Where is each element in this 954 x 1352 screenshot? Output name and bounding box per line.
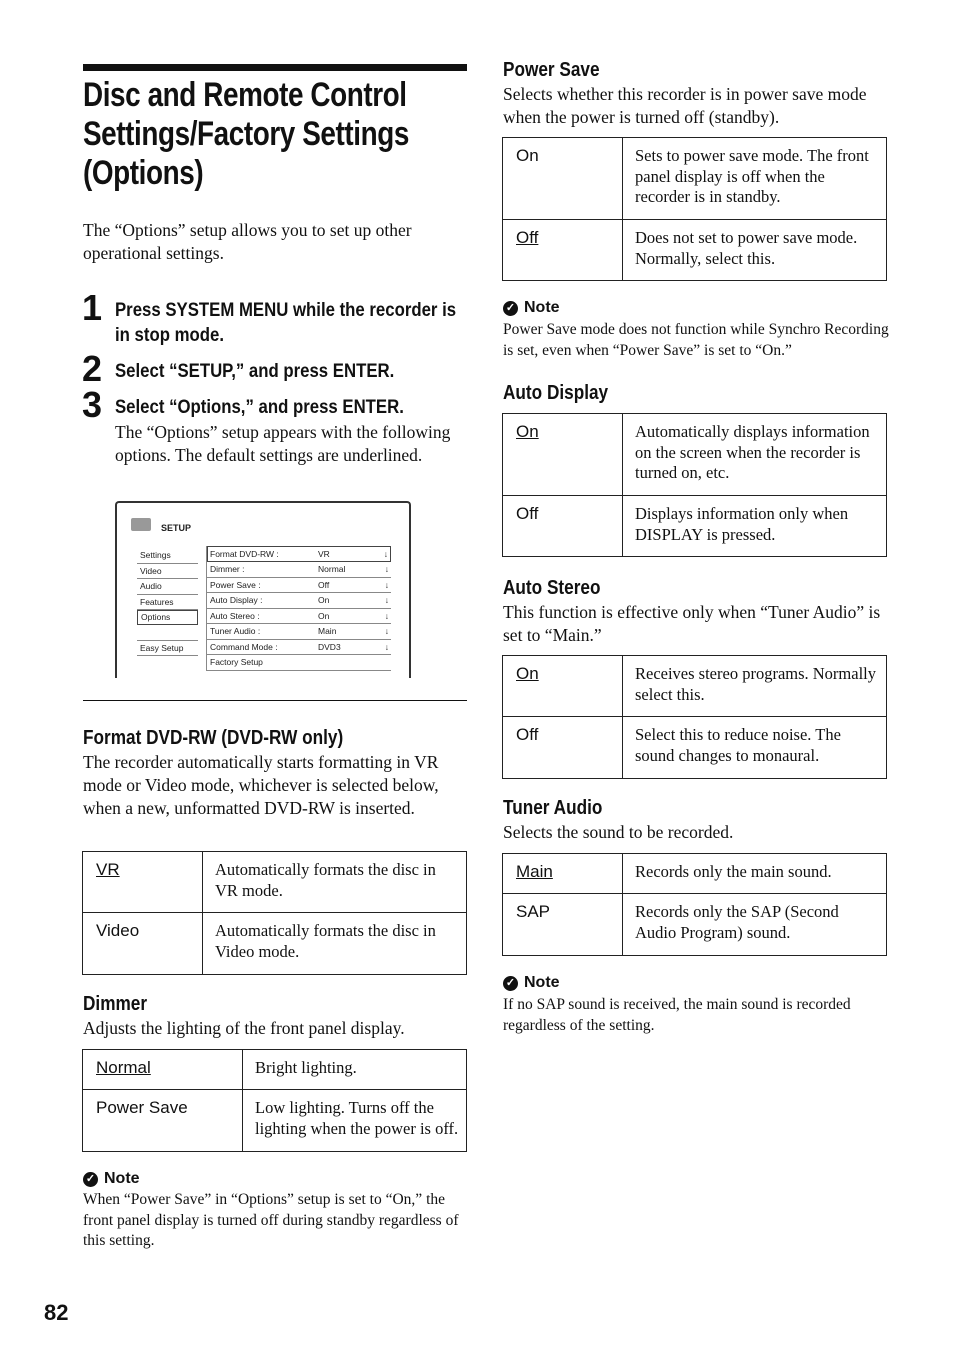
table-row <box>503 656 887 717</box>
step-1-number: 1 <box>82 287 103 328</box>
tuner-audio-table <box>502 853 887 956</box>
option-desc: Sets to power save mode. The front panel display is off when the recorder is in standby. <box>623 138 887 220</box>
screen-header: SETUP <box>161 523 192 533</box>
screen-row: Auto Display : On ↓ <box>207 593 391 609</box>
menu-item-video: Video <box>137 564 198 580</box>
table-row <box>503 854 887 894</box>
option-desc: Does not set to power save mode. Normally, select this. <box>623 220 887 281</box>
step-3-text: Select “Options,” and press ENTER. <box>115 396 404 418</box>
table-row <box>503 717 887 779</box>
option-desc: Records only the main sound. <box>623 854 887 894</box>
page-title: Disc and Remote Control Settings/Factory Settings (Options) <box>83 76 409 192</box>
option-desc: Automatically displays information on the screen when the recorder is turned on, etc. <box>623 414 887 496</box>
tuner-audio-desc: Selects the sound to be recorded. <box>503 822 734 842</box>
down-arrow-icon: ↓ <box>384 641 389 652</box>
option-key: Off <box>503 496 623 557</box>
setup-screen <box>115 501 411 678</box>
auto-stereo-desc: This function is effective only when “Tuner Audio” is set to “Main.” <box>503 602 881 645</box>
screen-rows <box>206 546 391 671</box>
table-row <box>83 913 467 975</box>
option-key: On <box>503 656 623 717</box>
screen-row: Factory Setup <box>207 655 391 671</box>
tuner-audio-heading: Tuner Audio <box>503 797 603 819</box>
option-key: On <box>503 138 623 220</box>
screen-row: Dimmer : Normal ↓ <box>207 562 391 578</box>
screen-row: Auto Stereo : On ↓ <box>207 609 391 625</box>
option-key: On <box>503 414 623 496</box>
down-arrow-icon: ↓ <box>384 610 389 621</box>
option-desc: Select this to reduce noise. The sound changes to monaural. <box>623 717 887 779</box>
option-key: VR <box>83 852 203 913</box>
dimmer-heading: Dimmer <box>83 993 148 1015</box>
power-save-note-heading: ✓ Note <box>503 299 560 317</box>
down-arrow-icon: ↓ <box>383 549 388 559</box>
option-key: Off <box>503 220 623 281</box>
menu-item-audio: Audio <box>137 579 198 595</box>
option-desc: Receives stereo programs. Normally select this. <box>623 656 887 717</box>
table-row <box>83 852 467 913</box>
table-row <box>503 138 887 220</box>
toolbox-icon <box>131 518 151 531</box>
dimmer-desc: Adjusts the lighting of the front panel display. <box>83 1018 405 1038</box>
screen-row: Tuner Audio : Main ↓ <box>207 624 391 640</box>
tuner-audio-note-text: If no SAP sound is received, the main sound is recorded regardless of the setting. <box>503 996 851 1034</box>
step-3-description: The “Options” setup appears with the following options. The default settings are underlined. <box>115 422 451 465</box>
power-save-heading: Power Save <box>503 59 600 81</box>
title-rule <box>83 64 467 71</box>
screen-row: Power Save : Off ↓ <box>207 578 391 594</box>
power-save-table <box>502 137 887 281</box>
menu-item-easy-setup: Easy Setup <box>137 641 198 657</box>
menu-item-blank <box>137 625 198 641</box>
format-dvdrw-table <box>82 851 467 975</box>
format-dvdrw-heading: Format DVD-RW (DVD-RW only) <box>83 727 344 749</box>
auto-stereo-table <box>502 655 887 779</box>
note-icon: ✓ <box>83 1172 98 1187</box>
step-3-number: 3 <box>82 384 103 425</box>
screen-menu <box>137 548 198 656</box>
option-key: Normal <box>83 1050 243 1090</box>
dimmer-table <box>82 1049 467 1152</box>
table-row <box>83 1090 467 1152</box>
screen-row: Format DVD-RW : VR ↓ <box>207 546 391 562</box>
page-number: 82 <box>44 1300 69 1325</box>
dimmer-note-heading: ✓ Note <box>83 1170 140 1188</box>
option-desc: Bright lighting. <box>243 1050 467 1090</box>
dimmer-note-text: When “Power Save” in “Options” setup is set to “On,” the front panel display is turned off during standby regardless of this setting. <box>83 1191 459 1249</box>
power-save-desc: Selects whether this recorder is in power save mode when the power is turned off (standby). <box>503 84 867 127</box>
table-row <box>503 894 887 956</box>
tuner-audio-note-heading: ✓ Note <box>503 974 560 992</box>
option-desc: Automatically formats the disc in Video mode. <box>203 913 467 975</box>
down-arrow-icon: ↓ <box>384 564 389 574</box>
option-desc: Low lighting. Turns off the lighting when the power is off. <box>243 1090 467 1152</box>
note-icon: ✓ <box>503 301 518 316</box>
table-row <box>503 496 887 557</box>
option-key: Power Save <box>83 1090 243 1152</box>
auto-stereo-heading: Auto Stereo <box>503 577 601 599</box>
option-key: SAP <box>503 894 623 956</box>
menu-item-options: Options <box>137 610 198 625</box>
option-desc: Displays information only when DISPLAY is pressed. <box>623 496 887 557</box>
option-key: Main <box>503 854 623 894</box>
option-key: Off <box>503 717 623 779</box>
step-2-number: 2 <box>82 348 103 389</box>
option-key: Video <box>83 913 203 975</box>
down-arrow-icon: ↓ <box>384 626 389 636</box>
menu-item-features: Features <box>137 595 198 611</box>
table-row <box>83 1050 467 1090</box>
section-divider <box>83 700 467 701</box>
power-save-note-text: Power Save mode does not function while Synchro Recording is set, even when “Power Save” is set to “On.” <box>503 321 889 359</box>
auto-display-table <box>502 413 887 557</box>
down-arrow-icon: ↓ <box>384 579 389 590</box>
format-dvdrw-desc: The recorder automatically starts formatting in VR mode or Video mode, whichever is selected below, when a new, unformatted DVD-RW is inserted. <box>83 752 439 818</box>
table-row <box>503 414 887 496</box>
note-icon: ✓ <box>503 976 518 991</box>
step-1-text: Press SYSTEM MENU while the recorder is in stop mode. <box>115 299 457 346</box>
down-arrow-icon: ↓ <box>384 595 389 605</box>
intro-text: The “Options” setup allows you to set up other operational settings. <box>83 220 412 263</box>
screen-row: Command Mode : DVD3 ↓ <box>207 640 391 656</box>
option-desc: Records only the SAP (Second Audio Program) sound. <box>623 894 887 956</box>
menu-item-settings: Settings <box>137 548 198 564</box>
option-desc: Automatically formats the disc in VR mode. <box>203 852 467 913</box>
table-row <box>503 220 887 281</box>
auto-display-heading: Auto Display <box>503 382 609 404</box>
step-2-text: Select “SETUP,” and press ENTER. <box>115 360 395 382</box>
